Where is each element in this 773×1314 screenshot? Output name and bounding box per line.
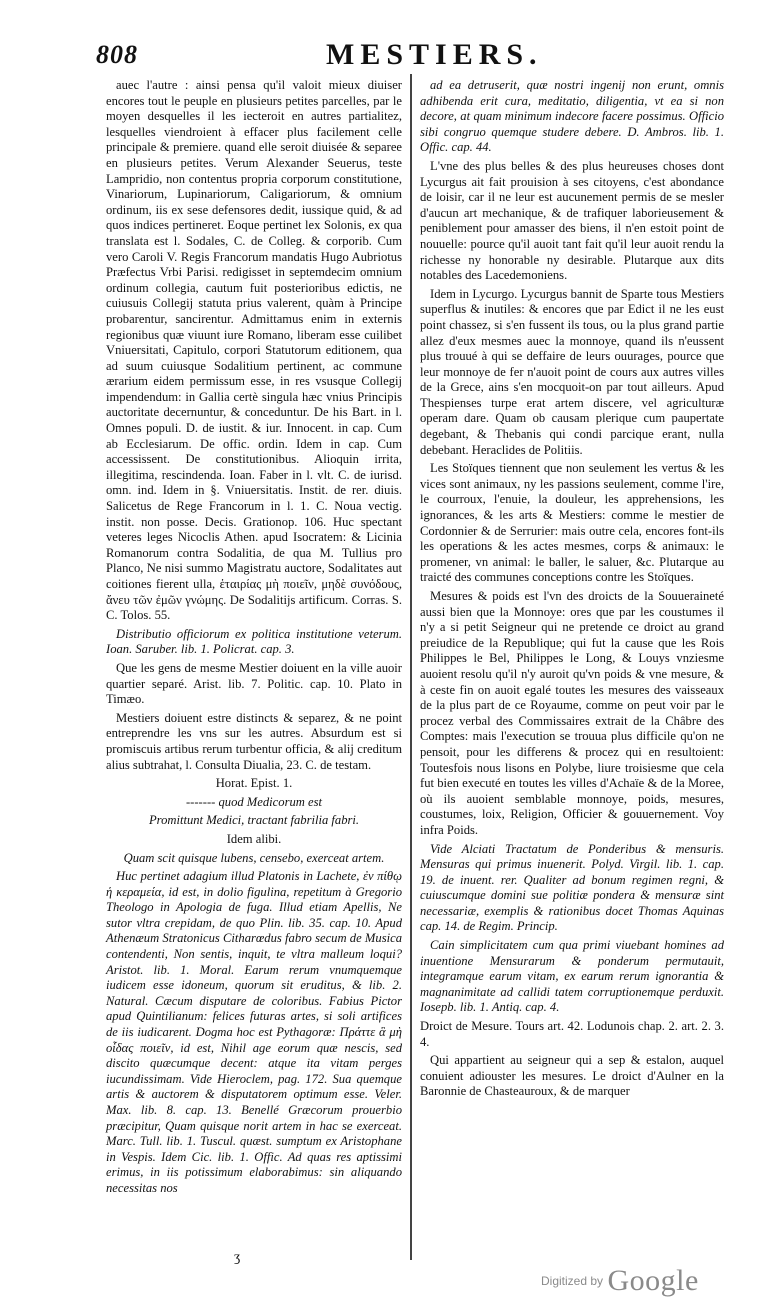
paragraph: Idem in Lycurgo. Lycurgus bannit de Sparte tous Mestiers superflus & inutiles: & encores que par Edict il ne les eust point chassez, si s'en fussent ils tous, ou la plus grand partie allez d'eux mesmes auec la monnoye, quand ils n'eussent plus trouué à qui se deffaire de leurs ouurages, pource que leur monnoye de fer n'auoit point de cours aux autres villes de la Grece, ains s'en mocquoit-on par tout ailleurs. Apud Thespienses turpe erat artem discere, vel agriculturæ operam dare. Quam ob causam plerique cum paupertate degebant, & Thebanis qui condi parcique erant, nulla debebant. Heraclides de Politiis. — [420, 286, 724, 457]
column-divider — [410, 74, 412, 1260]
paragraph: Vide Alciati Tractatum de Ponderibus & mensuris. Mensuras qui primus inuenerit. Polyd. Virgil. lib. 1. cap. 19. de inuent. rer. Qualiter ad bonum regimen regni, & cuiuscumque domini sue politiæ pondera & mensuræ sint necessariæ, exemplis & rationibus docet Thomas Aquinas cap. 14. de Regim. Princip. — [420, 841, 724, 934]
running-title: MESTIERS. — [326, 38, 543, 71]
left-column — [106, 78, 402, 1200]
paragraph: Huc pertinet adagium illud Platonis in Lachete, ἐν πίθῳ ἡ κεραμεία, id est, in dolio figulina, repetitum à Gregorio Theologo in Apologia de fuga. Illud etiam Apellis, Ne sutor vltra crepidam, de quo Plin. lib. 35. cap. 10. Apud Athenæum Stratonicus Citharœdus fabro secum de Musica contendenti, Non sentis, inquit, te vltra malleum loqui? Aristot. lib. 1. Moral. Earum rerum vnumquemque iudicem esse idoneum, quorum sit eruditus, & lib. 2. Natural. Cæcum disputare de coloribus. Fabius Pictor apud Quintilianum: felices futuras artes, si soli artifices de iis iudicarent. Dogma hoc est Pythagoræ: Πράττε ἃ μὴ οἶδας ποιεῖν, id est, Nihil age eorum quæ nescis, sed discito quæcumque decent: atque ita vitam perges iucundissimam. Vide Hieroclem, pag. 172. Sua quemque artis & auctorem & disputatorem optimum esse. Veler. Max. lib. 8. cap. 13. Benellé Græcorum prouerbio præcipitur, Quam quisque norit artem in hac se exerceat. Marc. Tull. lib. 1. Tuscul. quæst. sumptum ex Aristophane in Vespis. Idem Cic. lib. 1. Offic. Ad quas res aptissimi erimus, in iis potissimum elaborabimus: sin aliquando necessitas nos — [106, 869, 402, 1195]
paragraph: ad ea detruserit, quæ nostri ingenij non erunt, omnis adhibenda erit cura, meditatio, diligentia, vt ea si non decore, at quam minimum indecore facere possimus. Officio sibi congruo quemque studere debere. D. Ambros. lib. 1. Offic. cap. 44. — [420, 78, 724, 155]
paragraph: Promittunt Medici, tractant fabrilia fabri. — [148, 813, 360, 828]
digitization-watermark — [541, 1264, 699, 1298]
paragraph: Horat. Epist. 1. — [215, 776, 293, 791]
paragraph: Droict de Mesure. Tours art. 42. Lodunois chap. 2. art. 2. 3. 4. — [420, 1019, 724, 1049]
paragraph: L'vne des plus belles & des plus heureuses choses dont Lycurgus ait fait prouision à ses citoyens, c'est abondance de loisir, car il ne leur est aucunement permis de se mesler d'aucun art mechanique, & de trafiquer laborieusement & peniblement pour amasser des biens, il n'en estoit point de nouuelle: pource qu'il auoit tant fait qu'il leur auoit rendu la richesse ny honorable ny desirable. Plutarque aux dits notables des Lacedemoniens. — [420, 158, 724, 283]
paragraph: Cain simplicitatem cum qua primi viuebant homines ad inuentione Mensurarum & ponderum permutauit, integramque earum vitam, ex earum rerum ignorantia & magnanimitate ad callidi tatem corruptionemque perduxit. Iosepb. lib. 1. Antiq. cap. 4. — [420, 938, 724, 1015]
paragraph: Quam scit quisque lubens, censebo, exerceat artem. — [123, 850, 385, 865]
page-header — [96, 38, 696, 72]
google-logo: Google — [607, 1264, 699, 1297]
paragraph: auec l'autre : ainsi pensa qu'il valoit mieux diuiser encores tout le peuple en plusieurs petites parcelles, par le moyen desquelles il les iecteroit en autres partialitez, lesquelles viendroient à effacer plus facilement celle principale & premiere. quand elle seroit diuisée & separee en plusieurs petites. Verum Alexander Seuerus, teste Lampridio, non contentus propria corporum constitutione, Vinariorum, Lupinariorum, Caligariorum, & omnium ordinum, iis ex sese defensores dedit, iussique quid, & ad quos indices pertineret. Eoque pertinet lex Solonis, ex qua translata est l. Sodales, C. de Colleg. & corporib. Cum vero Caroli V. Regis Francorum mandatis Hugo Aubriotus Præfectus Vrbi Parisi. redigisset in septemdecim omnium ordinum collegia, cautum fuit posterioribus edictis, ne cuiusuis Collegij statuta prius valerent, quàm à Principe probarentur, sancirentur. Admittamus enim in externis regionibus quæ viuunt iure Romano, liberam esse cuilibet Vniuersitati, Capitulo, corpori Statutorum editionem, qua ad suum cuiusque Sodalitium pertinent, ac commune ærarium eidem permissum esse, in res vsusque Collegij impendendum: in Gallia certè singula hæc vnius Principis auctoritate decernuntur, & conceduntur. De his Bart. in l. Omnes populi. D. de iustit. & iur. Innocent. in cap. Cum ab Ecclesiarum. De offic. ordin. Idem in cap. Cum accessissent. De constitutionibus. Alioquin irrita, illegitima, rescindenda. Ioan. Faber in l. vlt. C. de iurisd. omn. ind. Idem in §. Vniuersitatis. Instit. de rer. diuis. Salicetus de Rege Francorum in l. 1. C. Noua vectig. instit. non posse. Decis. Grationop. 106. Huc spectant veteres leges Nicoclis Athen. apud Isocratem: & Licinia Romanorum contra Sodalitia, de qua M. Tullius pro Planco, Ne nisi summo Magistratu auctore, Sodalitates aut coitiones fierent ulla, ἑταιρίας μὴ ποιεῖν, μηδὲ συνόδους, ἄνευ τῶν ἐμῶν γνώμης. De Sodalitijs artificum. Corras. S. C. Tolos. 55. — [106, 78, 402, 623]
watermark-prefix: Digitized by — [541, 1274, 604, 1288]
paragraph: Distributio officiorum ex politica institutione veterum. Ioan. Saruber. lib. 1. Policrat. cap. 3. — [106, 626, 402, 657]
paragraph: ------- quod Medicorum est — [185, 794, 323, 809]
paragraph: Qui appartient au seigneur qui a sep & estalon, auquel conuient adiouster les mesures. Le droict d'Aulner en la Baronnie de Chasteauroux, & de marquer — [420, 1053, 724, 1099]
paragraph: Que les gens de mesme Mestier doiuent en la ville auoir quartier separé. Arist. lib. 7. Politic. cap. 10. Plato in Timæo. — [106, 660, 402, 707]
paragraph: Idem alibi. — [226, 831, 282, 846]
right-column — [420, 78, 724, 1103]
paragraph: Mesures & poids est l'vn des droicts de la Souueraineté aussi bien que la Monnoye: ores que par les coustumes il n'y a si petit Seigneur qui ne pretende ce droict au grand preiudice de la Republique; qui fut la cause que les Rois Philippes le Bel, Philippes le Long, & Louys vnziesme auoient resolu qu'il n'y auroit qu'vn poids & vne mesure, & à ceste fin on auoit egalé toutes les mesures des vaisseaux de la plus part de ce Royaume, comme on peut voir par le procez verbal des Commissaires extrait de la Châbre des Comptes: mais l'execution se trouua plus difficile qu'on ne pensoit, pour les differens & procez qui en resultoient: Toutesfois nous lisons en Polybe, liure troisiesme que cela fut bien executé en toutes les villes d'Achaïe & de la Moree, où ils auoient semblable monnoye, poids, mesures, coustumes, loix, Religion, Officier & gouuernement. Voy infra Poids. — [420, 589, 724, 837]
paragraph: Mestiers doiuent estre distincts & separez, & ne point entreprendre les vns sur les autres. Absurdum est si promiscuis artibus rerum turbentur officia, & alij creditum alius subtrahat, l. Consulta Diualia, 23. C. de testam. — [106, 710, 402, 772]
signature-mark: ʒ — [234, 1250, 241, 1265]
paragraph: Les Stoïques tiennent que non seulement les vertus & les vices sont animaux, ny les passions seulement, comme l'ire, le courroux, l'enuie, la douleur, les apprehensions, les ignorances, & les arts & Mestiers: comme le mestier de Cordonnier & de Serrurier: mais outre cela, encores font-ils les operations & les actes mesmes, corps & animaux: le promener, vn animal: le baller, le saluer, &c. Plutarque au traicté des communes conceptions contre les Stoïques. — [420, 461, 724, 585]
page-number: 808 — [96, 40, 138, 69]
